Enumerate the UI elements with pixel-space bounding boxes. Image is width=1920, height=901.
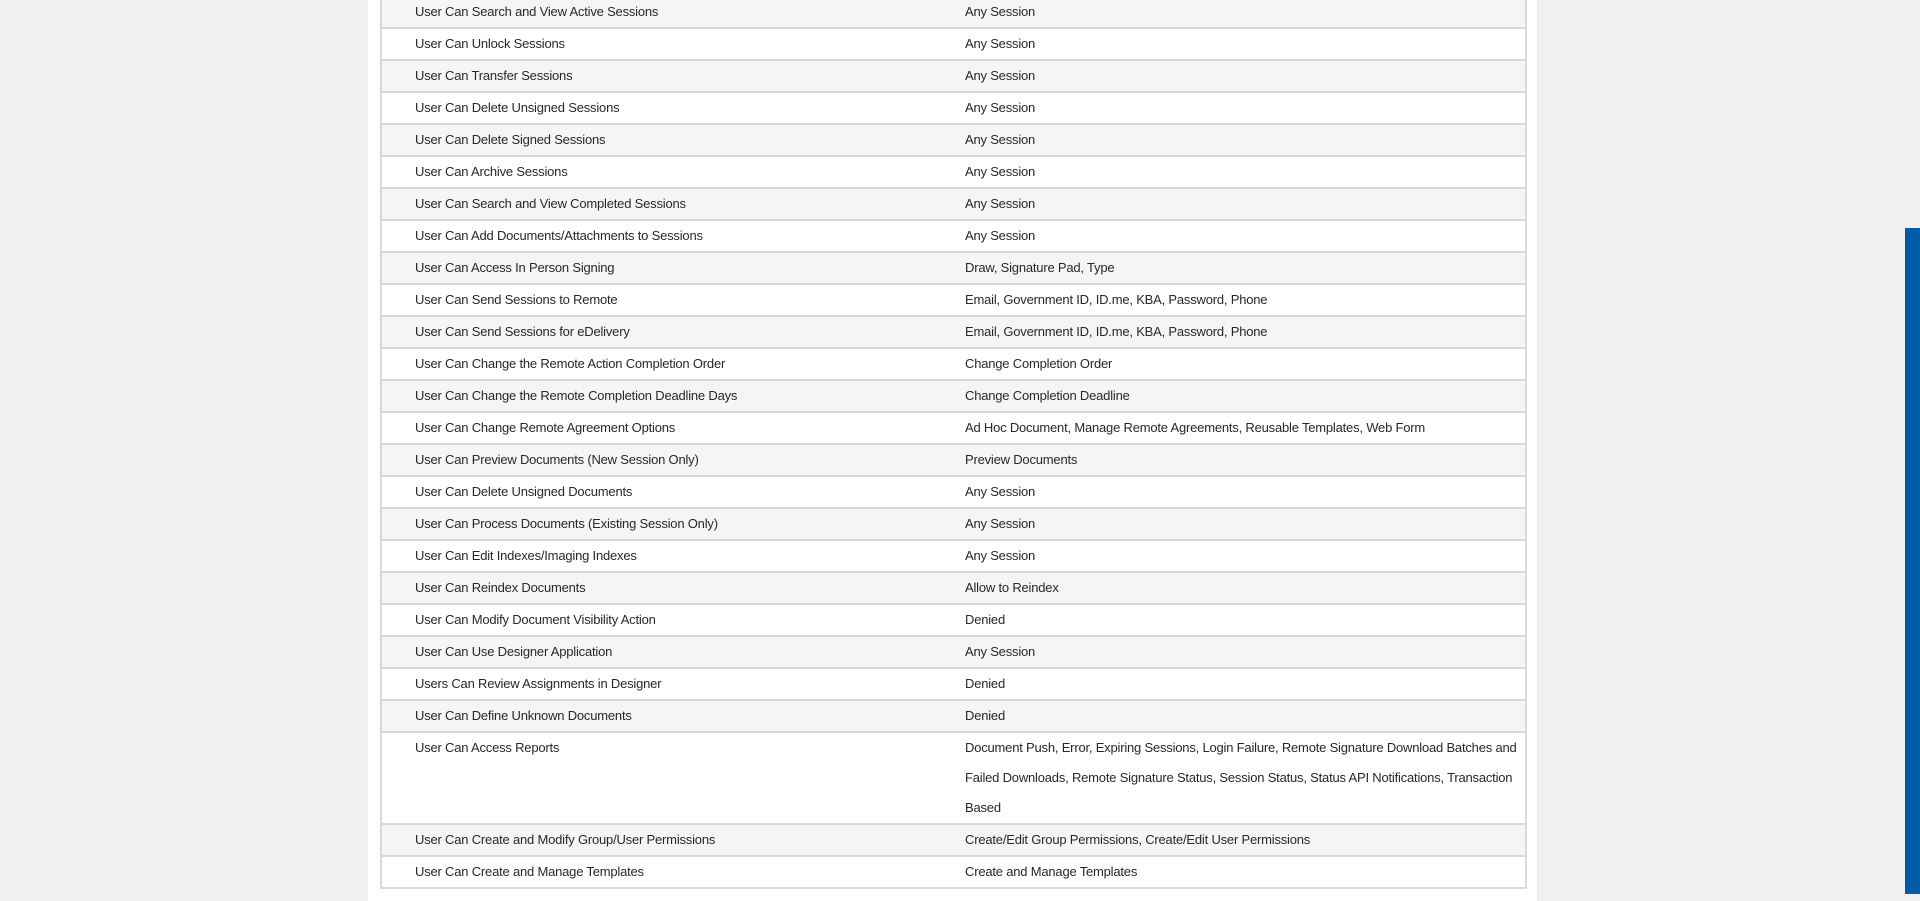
- permission-value-cell: Denied: [965, 708, 1005, 723]
- permission-value-cell: Any Session: [965, 164, 1036, 179]
- permission-value-cell: Denied: [965, 612, 1005, 627]
- permission-value-cell: Any Session: [965, 132, 1036, 147]
- permission-value-cell: Any Session: [965, 484, 1036, 499]
- permission-value-cell: Create and Manage Templates: [965, 864, 1138, 879]
- table-row: [382, 221, 1525, 253]
- table-row: [382, 669, 1525, 701]
- permission-value-cell: Any Session: [965, 228, 1036, 243]
- table-row: [382, 29, 1525, 61]
- permission-name-cell: User Can Delete Unsigned Documents: [415, 484, 633, 499]
- permission-value-cell: Denied: [965, 676, 1005, 691]
- table-row: [382, 317, 1525, 349]
- permission-name-cell: User Can Search and View Active Sessions: [415, 4, 659, 19]
- permission-value-cell: Draw, Signature Pad, Type: [965, 260, 1115, 275]
- table-row: [382, 189, 1525, 221]
- content-panel: [368, 0, 1537, 901]
- permission-name-cell: User Can Archive Sessions: [415, 164, 568, 179]
- table-row: [382, 125, 1525, 157]
- table-row: [382, 381, 1525, 413]
- permission-name-cell: User Can Access Reports: [415, 740, 560, 755]
- table-row: [382, 605, 1525, 637]
- table-row: [382, 445, 1525, 477]
- vertical-scrollbar-thumb[interactable]: [1905, 228, 1920, 894]
- permission-name-cell: User Can Send Sessions to Remote: [415, 292, 618, 307]
- permission-name-cell: User Can Change Remote Agreement Options: [415, 420, 676, 435]
- table-row: [382, 349, 1525, 381]
- table-row: [382, 733, 1525, 825]
- permissions-table: [380, 0, 1527, 889]
- permission-value-cell: Any Session: [965, 36, 1036, 51]
- permission-name-cell: User Can Process Documents (Existing Session Only): [415, 516, 718, 531]
- table-row: [382, 541, 1525, 573]
- permission-value-cell: Document Push, Error, Expiring Sessions, Login Failure, Remote Signature Download Batches and Failed Downloads, Remote Signature Status, Session Status, Status API Notifications, Transaction Based: [965, 740, 1517, 815]
- permission-value-cell: Preview Documents: [965, 452, 1078, 467]
- table-row: [382, 413, 1525, 445]
- table-row: [382, 93, 1525, 125]
- permission-value-cell: Any Session: [965, 516, 1036, 531]
- table-row: [382, 573, 1525, 605]
- table-row: [382, 61, 1525, 93]
- permission-value-cell: Change Completion Order: [965, 356, 1113, 371]
- permission-name-cell: User Can Access In Person Signing: [415, 260, 615, 275]
- permission-value-cell: Any Session: [965, 196, 1036, 211]
- permission-name-cell: User Can Send Sessions for eDelivery: [415, 324, 630, 339]
- permission-name-cell: User Can Modify Document Visibility Action: [415, 612, 656, 627]
- table-row: [382, 253, 1525, 285]
- permission-value-cell: Any Session: [965, 644, 1036, 659]
- permission-name-cell: User Can Change the Remote Completion Deadline Days: [415, 388, 738, 403]
- permission-name-cell: User Can Unlock Sessions: [415, 36, 565, 51]
- permission-name-cell: User Can Define Unknown Documents: [415, 708, 632, 723]
- permission-name-cell: User Can Create and Manage Templates: [415, 864, 644, 879]
- permission-name-cell: Users Can Review Assignments in Designer: [415, 676, 662, 691]
- table-row: [382, 701, 1525, 733]
- table-row: [382, 509, 1525, 541]
- permission-name-cell: User Can Delete Signed Sessions: [415, 132, 606, 147]
- permission-value-cell: Any Session: [965, 68, 1036, 83]
- table-row: [382, 477, 1525, 509]
- table-row: [382, 0, 1525, 29]
- permission-name-cell: User Can Delete Unsigned Sessions: [415, 100, 620, 115]
- table-row: [382, 157, 1525, 189]
- permission-name-cell: User Can Add Documents/Attachments to Sessions: [415, 228, 703, 243]
- permission-value-cell: Any Session: [965, 4, 1036, 19]
- permission-value-cell: Any Session: [965, 548, 1036, 563]
- permission-name-cell: User Can Transfer Sessions: [415, 68, 573, 83]
- permission-value-cell: Allow to Reindex: [965, 580, 1059, 595]
- permission-value-cell: Email, Government ID, ID.me, KBA, Password, Phone: [965, 324, 1268, 339]
- permission-name-cell: User Can Edit Indexes/Imaging Indexes: [415, 548, 637, 563]
- permission-name-cell: User Can Preview Documents (New Session Only): [415, 452, 699, 467]
- permission-value-cell: Ad Hoc Document, Manage Remote Agreements, Reusable Templates, Web Form: [965, 420, 1426, 435]
- table-row: [382, 637, 1525, 669]
- table-row: [382, 285, 1525, 317]
- permission-value-cell: Any Session: [965, 100, 1036, 115]
- permission-name-cell: User Can Reindex Documents: [415, 580, 586, 595]
- permission-value-cell: Email, Government ID, ID.me, KBA, Password, Phone: [965, 292, 1268, 307]
- permission-name-cell: User Can Search and View Completed Sessions: [415, 196, 686, 211]
- permission-value-cell: Change Completion Deadline: [965, 388, 1130, 403]
- table-row: [382, 857, 1525, 889]
- permission-name-cell: User Can Use Designer Application: [415, 644, 613, 659]
- permission-name-cell: User Can Create and Modify Group/User Permissions: [415, 832, 716, 847]
- permission-value-cell: Create/Edit Group Permissions, Create/Edit User Permissions: [965, 832, 1311, 847]
- table-row: [382, 825, 1525, 857]
- permission-name-cell: User Can Change the Remote Action Completion Order: [415, 356, 726, 371]
